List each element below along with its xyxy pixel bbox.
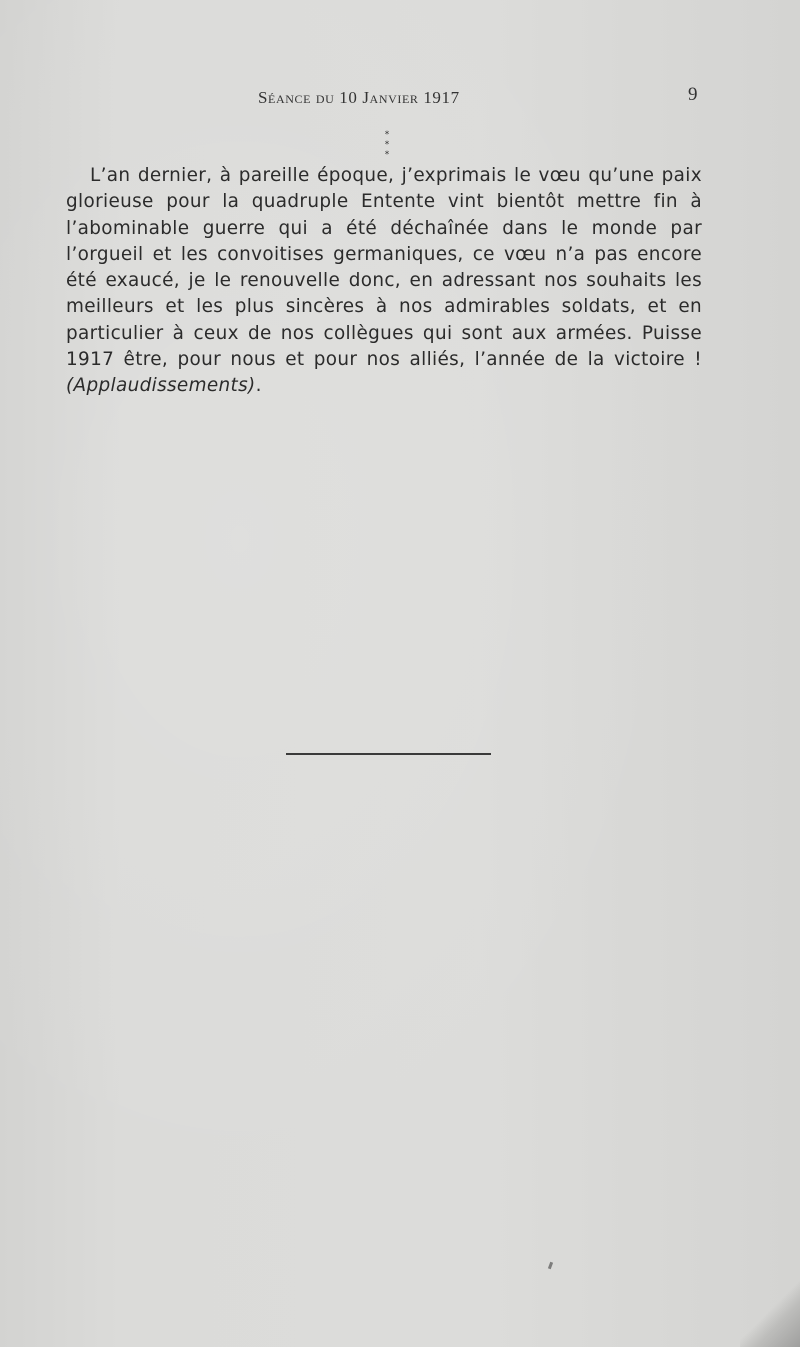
ink-speck [548, 1262, 553, 1270]
running-head [0, 84, 800, 114]
asterism-top-star: * [384, 130, 390, 140]
asterism-bottom-stars: * * [384, 140, 396, 160]
speech-text [66, 163, 702, 400]
running-title: Séance du 10 Janvier 1917 [258, 88, 460, 107]
closing-rule [286, 753, 491, 755]
page-corner-crease [740, 1257, 800, 1347]
paragraph-text: L’an dernier, à pareille époque, j’exprimais le vœu qu’une paix glorieuse pour la quadruple Entente vint bientôt mettre fin à l’abominable guerre qui a été déchaînée dans le monde par l’orgueil et les convoitises germaniques, ce vœu n’a pas encore été exaucé, je le renouvelle donc, en adressant nos souhaits les meilleurs et les plus sincères à nos admirables soldats, et en particulier à ceux de nos collègues qui sont aux armées. Puisse 1917 être, pour nous et pour nos alliés, l’année de la victoire ! [66, 165, 702, 371]
section-break-asterism [370, 130, 404, 160]
page-number: 9 [688, 84, 698, 105]
closing-punctuation: . [255, 375, 262, 397]
applause-note: (Applaudissements) [66, 375, 256, 397]
speech-paragraph [66, 163, 702, 400]
